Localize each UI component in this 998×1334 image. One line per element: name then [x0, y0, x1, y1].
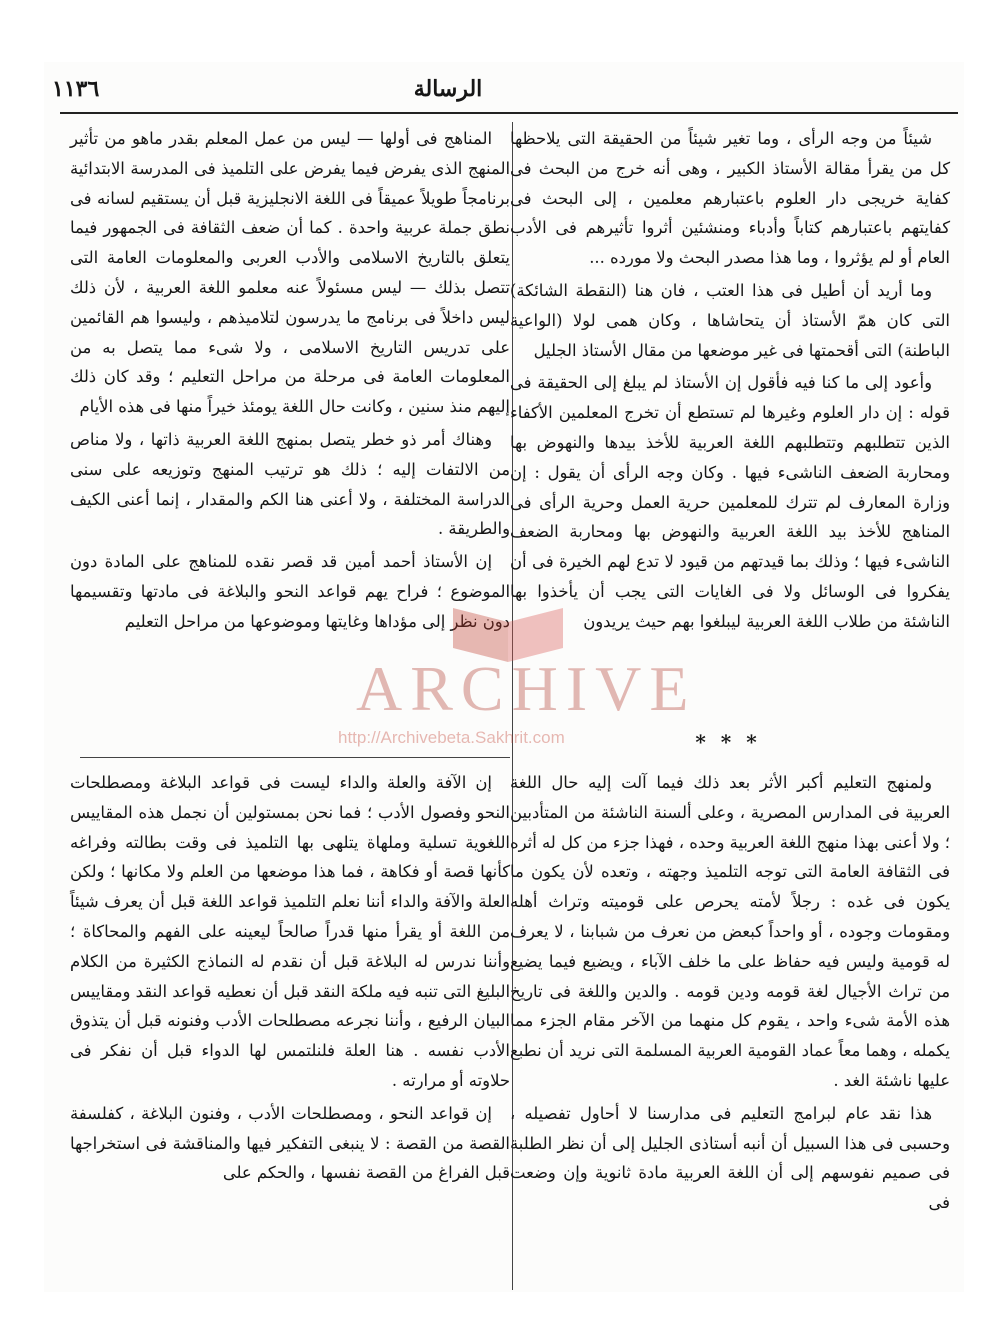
paragraph: ولمنهج التعليم أكبر الأثر بعد ذلك فيما آلت إليه حال اللغة العربية فى المدارس المصرية ، وعلى ألسنة الناشئة من المتأدبين ؛ ولا أعنى بهذا منهج اللغة العربية وحده ، فهذا جزء من كل له أثره فى الثقافة العامة التى توجه التلميذ وجهته ، وتعده لأن يكون ما يكون فى غده : رجلاً لأمته يحرص على قوميته وتراث أهله ومقومات وجوده ، أو واحداً كبعض من نعرف من شبابنا ، لا يعرف له قومية وليس فيه حفاظ على ما خلف الآباء ، ويضيع فيما يضيع من تراث الأجيال لغة قومه ودين قومه . والدين واللغة فى تاريخ هذه الأمة شىء واحد ، يقوم كل منهما من الآخر مقام الجزء مما يكمله ، وهما معاً عماد القومية العربية المسلمة التى نريد أن نطبع عليها ناشئة الغد .: [510, 773, 950, 1090]
page-header: [44, 74, 956, 110]
watermark-url: http://Archivebeta.Sakhrit.com: [338, 728, 565, 747]
section-separator: * * *: [695, 730, 761, 754]
paragraph: وما أريد أن أطيل فى هذا العتب ، فان هنا (النقطة الشائكة) التى كان همّ الأستاذ أن يتحاشاها ، وكان همى لولا (الواعية الباطنة) التى أقحمتها فى غير موضعها من مقال الأستاذ الجليل: [510, 280, 950, 360]
paragraph: إن قواعد النحو ، ومصطلحات الأدب ، وفنون البلاغة ، كفلسفة القصة من القصة : لا ينبغى التفكير فيها والمناقشة فى استخراجها قبل الفراغ من القصة نفسها ، والحكم على: [70, 1103, 510, 1183]
section-divider: [80, 757, 510, 758]
paragraph: وهناك أمر ذو خطر يتصل بمنهج اللغة العربية ذاتها ، ولا مناص من الالتفات إليه ؛ ذلك هو ترتيب المنهج وتوزيعه على سنى الدراسة المختلفة ، ولا أعنى هنا الكم والمقدار ، إنما أعنى الكيف والطريقة .: [70, 429, 510, 539]
paragraph: شيئاً من وجه الرأى ، وما تغير شيئاً من الحقيقة التى يلاحظها كل من يقرأ مقالة الأستاذ الكبير ، وهى أنه خرج من البحث فى كفاية خريجى دار العلوم باعتبارهم معلمين ، إلى البحث فى كفايتهم باعتبارهم كتاباً وأدباء ومنشئين أثروا تأثيرهم فى الأدب العام أو لم يؤثروا ، وما هذا مصدر البحث ولا مورده ...: [510, 129, 950, 268]
watermark-text: ARCHIVE: [356, 653, 697, 724]
paragraph: إن الآفة والعلة والداء ليست فى قواعد البلاغة ومصطلحات النحو وفصول الأدب ؛ فما نحن بمستولين أن نجمل هذه المقاييس اللغوية تسلية وملهاة يتلهى بها التلميذ فى وقت بطالته وفراغه كأنها قصة أو فكاهة ، فما هذا موضعها من العلم ولا مكانها ؛ ولكن العلة والآفة والداء أننا نعلم التلميذ قواعد اللغة قبل أن يعرف شيئاً من اللغة أو يقرأ منها قدراً صالحاً ليعينه على الفهم والمحاكاة ؛ وأننا ندرس له البلاغة قبل أن نقدم له النماذج الكثيرة من الكلام البليغ التى تنبه فيه ملكة النقد قبل أن نعطيه قواعد النقد ومقاييس البيان الرفيع ، وأننا نجرعه مصطلحات الأدب وفنونه قبل أن يتذوق الأدب نفسه . هنا العلة فلنلتمس لها الدواء قبل أن نفكر فى حلاوته أو مرارته .: [70, 773, 510, 1090]
paragraph: المناهج فى أولها — ليس من عمل المعلم بقدر ماهو من تأثير المنهج الذى يفرض فيما يفرض على التلميذ فى المدرسة الابتدائية برنامجاً طويلاً عميقاً فى اللغة الانجليزية قبل أن يستقيم لسانه فى نطق جملة عربية واحدة . كما أن ضعف الثقافة فى الجمهور فيما يتعلق بالتاريخ الاسلامى والأدب العربى والمعلومات العامة التى تتصل بذلك — ليس مسئولاً عنه معلمو اللغة العربية ، لأن ذلك ليس داخلاً فى برنامج ما يدرسون لتلاميذهم ، وليسوا هم القائمين على تدريس التاريخ الاسلامى ، ولا شىء مما يتصل به من المعلومات العامة فى مرحلة من مراحل التعليم ؛ وقد كان ذلك إليهم منذ سنين ، وكانت حال اللغة يومئذ خيراً منها فى هذه الأيام: [70, 129, 510, 417]
paragraph: إن الأستاذ أحمد أمين قد قصر نقده للمناهج على المادة دون الموضوع ؛ فراح يهم قواعد النحو والبلاغة فى مادتها وتقسيمها دون نظر إلى مؤداها وغايتها وموضوعها من مراحل التعليم: [70, 552, 510, 631]
right-column-bottom: [510, 768, 950, 1221]
left-column-bottom: [70, 768, 510, 1191]
page-number: ١١٣٦: [52, 76, 100, 102]
paragraph: هذا نقد عام لبرامج التعليم فى مدارسنا لا أحاول تفصيله ، وحسبى فى هذا السبيل أن أنبه أستاذى الجليل إلى أن نظر الطلبة فى صميم نفوسهم إلى أن اللغة العربية مادة ثانوية وإن وضعت فى: [510, 1103, 950, 1213]
header-rule: [60, 112, 958, 114]
magazine-title: الرسالة: [413, 76, 483, 102]
left-column-top: [70, 124, 510, 640]
right-column-top: [510, 124, 950, 640]
paragraph: وأعود إلى ما كنا فيه فأقول إن الأستاذ لم يبلغ إلى الحقيقة فى قوله : إن دار العلوم وغيرها لم تستطع أن تخرج المعلمين الأكفاء الذين تتطلبهم وتتطلبهم اللغة العربية للأخذ بيدها والنهوض بها ومحاربة الضعف الناشىء فيها . وكان وجه الرأى أن يقول : إن وزارة المعارف لم تترك للمعلمين حرية العمل وحرية الرأى فى المناهج للأخذ بيد اللغة العربية والنهوض بها ومحاربة الضعف الناشىء فيها ؛ وذلك بما قيدتهم من قيود لا تدع لهم الخيرة فى أن يفكروا فى الوسائل ولا فى الغايات التى يجب أن يأخذوا بها الناشئة من طلاب اللغة العربية ليبلغوا بهم حيث يريدون: [510, 373, 950, 631]
